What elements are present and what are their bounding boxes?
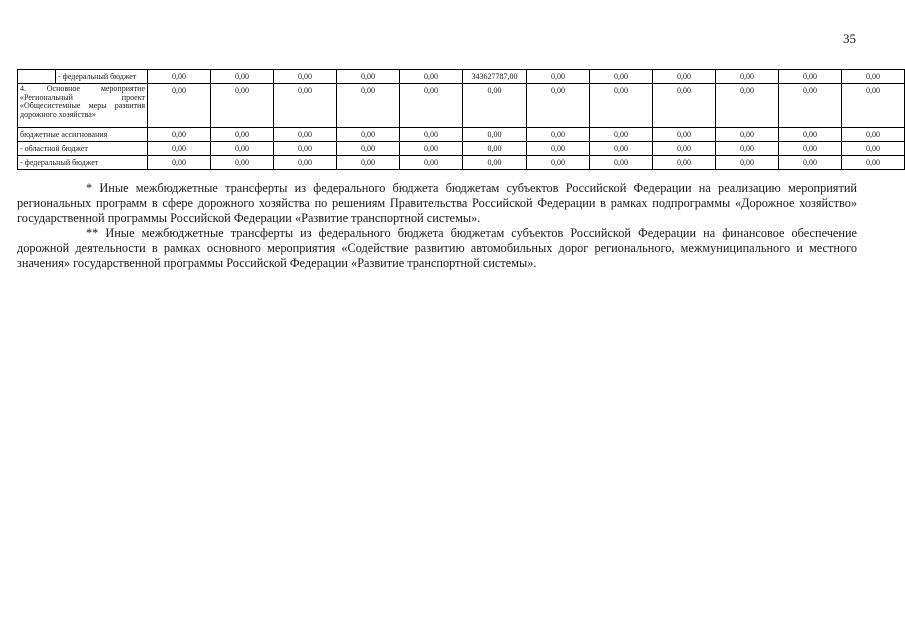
value-cell: 0,00 xyxy=(337,70,400,84)
value-cell: 0,00 xyxy=(337,84,400,128)
value-cell: 0,00 xyxy=(779,128,842,142)
value-cell: 0,00 xyxy=(842,156,905,170)
value-cell: 0,00 xyxy=(842,142,905,156)
value-cell: 0,00 xyxy=(148,142,211,156)
indent-cell xyxy=(18,70,56,84)
value-cell: 0,00 xyxy=(211,156,274,170)
row-label: бюджетные ассигнования xyxy=(18,128,148,142)
value-cell: 0,00 xyxy=(842,128,905,142)
value-cell: 0,00 xyxy=(527,128,590,142)
value-cell: 0,00 xyxy=(527,142,590,156)
value-cell: 0,00 xyxy=(842,84,905,128)
table-row xyxy=(18,156,905,170)
value-cell: 0,00 xyxy=(716,128,779,142)
value-cell: 0,00 xyxy=(716,142,779,156)
value-cell: 0,00 xyxy=(653,128,716,142)
value-cell: 0,00 xyxy=(148,84,211,128)
value-cell: 0,00 xyxy=(274,84,337,128)
table-row xyxy=(18,70,905,84)
footnote-federal-road-activity: ** Иные межбюджетные трансферты из федерального бюджета бюджетам субъектов Российской Федерации на финансовое обеспечение дорожной деятельности в рамках основного мероприятия «Содействие развитию автомобильных дорог регионального, межмуниципального и местного значения» государственной программы Российской Федерации «Развитие транспортной системы». xyxy=(17,226,857,270)
value-cell: 0,00 xyxy=(337,156,400,170)
value-cell: 0,00 xyxy=(527,84,590,128)
value-cell: 0,00 xyxy=(463,128,527,142)
value-cell: 0,00 xyxy=(590,156,653,170)
value-cell: 0,00 xyxy=(527,70,590,84)
value-cell: 0,00 xyxy=(590,142,653,156)
row-label: - областной бюджет xyxy=(18,142,148,156)
value-cell: 0,00 xyxy=(716,84,779,128)
value-cell: 0,00 xyxy=(779,70,842,84)
value-cell: 0,00 xyxy=(400,128,463,142)
value-cell: 0,00 xyxy=(211,84,274,128)
value-cell: 0,00 xyxy=(400,142,463,156)
value-cell: 0,00 xyxy=(274,128,337,142)
value-cell: 0,00 xyxy=(148,156,211,170)
row-label: - федеральный бюджет xyxy=(18,156,148,170)
value-cell: 0,00 xyxy=(716,156,779,170)
value-cell: 0,00 xyxy=(842,70,905,84)
value-cell: 0,00 xyxy=(463,156,527,170)
value-cell: 0,00 xyxy=(148,70,211,84)
value-cell: 343627787,00 xyxy=(463,70,527,84)
value-cell: 0,00 xyxy=(590,128,653,142)
value-cell: 0,00 xyxy=(211,70,274,84)
value-cell: 0,00 xyxy=(590,70,653,84)
value-cell: 0,00 xyxy=(653,84,716,128)
value-cell: 0,00 xyxy=(779,142,842,156)
value-cell: 0,00 xyxy=(400,156,463,170)
value-cell: 0,00 xyxy=(211,128,274,142)
value-cell: 0,00 xyxy=(148,128,211,142)
row-label: 4. Основное мероприятие «Региональный проект «Общесистемные меры развития дорожного хозяйства» xyxy=(18,84,148,128)
value-cell: 0,00 xyxy=(274,70,337,84)
row-label: - федеральный бюджет xyxy=(56,70,148,84)
value-cell: 0,00 xyxy=(590,84,653,128)
value-cell: 0,00 xyxy=(274,142,337,156)
value-cell: 0,00 xyxy=(653,70,716,84)
value-cell: 0,00 xyxy=(400,70,463,84)
footnotes xyxy=(17,181,857,271)
value-cell: 0,00 xyxy=(653,156,716,170)
value-cell: 0,00 xyxy=(779,156,842,170)
value-cell: 0,00 xyxy=(274,156,337,170)
table-row xyxy=(18,142,905,156)
value-cell: 0,00 xyxy=(716,70,779,84)
page-number: 35 xyxy=(843,31,856,46)
value-cell: 0,00 xyxy=(463,142,527,156)
budget-table xyxy=(17,69,905,170)
value-cell: 0,00 xyxy=(779,84,842,128)
table-row xyxy=(18,128,905,142)
value-cell: 0,00 xyxy=(527,156,590,170)
value-cell: 0,00 xyxy=(337,142,400,156)
value-cell: 0,00 xyxy=(400,84,463,128)
value-cell: 0,00 xyxy=(211,142,274,156)
footnote-federal-regional-programs: * Иные межбюджетные трансферты из федерального бюджета бюджетам субъектов Российской Федерации на реализацию мероприятий региональных программ в сфере дорожного хозяйства по решениям Правительства Российской Федерации в рамках подпрограммы «Дорожное хозяйство» государственной программы Российской Федерации «Развитие транспортной системы». xyxy=(17,181,857,225)
value-cell: 0,00 xyxy=(653,142,716,156)
value-cell: 0,00 xyxy=(463,84,527,128)
value-cell: 0,00 xyxy=(337,128,400,142)
table-row xyxy=(18,84,905,128)
